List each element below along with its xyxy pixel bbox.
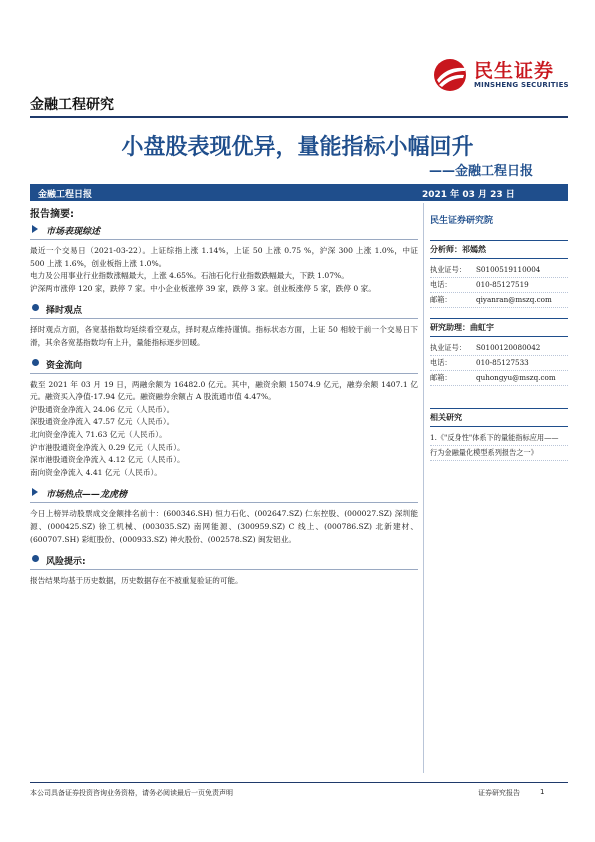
paragraph: 沪股通资金净流入 24.06 亿元（人民币）。 (30, 404, 175, 414)
paragraph: 今日上榜异动股票成交金额排名前十：(600346.SH) 恒力石化、(002647.SZ) 仁东控股、(000027.SZ) 深圳能源、(000425.SZ) 徐工机械、(003035.SZ) 南网能源、(300959.SZ) C 线上、(000786.SZ) 北新建材、(600707.SH) 彩虹股份、(000933.SZ) 神火股份、(002578.SZ) 闽发铝业。 (30, 509, 418, 544)
related-research-item[interactable]: 行为金融量化模型系列报告之一》 (430, 446, 568, 461)
section-heading-market: 市场表现综述 (30, 224, 418, 240)
paragraph: 深市港股通资金净流入 4.12 亿元（人民币）。 (30, 455, 185, 465)
paragraph: 择时观点方面，各宽基指数均延续看空观点，择时观点维持谨慎。指标状态方面，上证 50 相较于前一个交易日下滑，其余各宽基指数均有上升，量能指标逐步回暖。 (30, 325, 418, 347)
assistant-email-link[interactable]: quhongyu@mszq.com (476, 373, 556, 382)
brand-logo (432, 56, 572, 96)
report-info-bar (30, 184, 568, 201)
paragraph: 深股通资金净流入 47.57 亿元（人民币）。 (30, 417, 175, 427)
analyst-heading: 分析师：祁嫣然 (430, 240, 568, 259)
report-date: 2021 年 03 月 23 日 (422, 190, 515, 200)
institute-name: 民生证券研究院 (430, 216, 494, 226)
analyst-license-row: 执业证号： S0100519110004 (430, 263, 568, 278)
page-title: 小盘股表现优异，量能指标小幅回升 (121, 135, 474, 160)
paragraph: 最近一个交易日（2021-03-22）。上证综指上涨 1.14%，上证 50 上涨 0.75 %，沪深 300 上涨 1.0%，中证 500 上涨 1.6%，创业板指上涨 1.0%。 (30, 246, 418, 268)
triangle-bullet-icon (32, 225, 38, 233)
paragraph: 南向资金净流入 4.41 亿元（人民币）。 (30, 467, 162, 477)
paragraph: 沪深两市涨停 120 家，跌停 7 家。中小企业板涨停 39 家，跌停 3 家。创业板涨停 5 家，跌停 0 家。 (30, 283, 376, 293)
paragraph: 截至 2021 年 03 月 19 日，两融余额为 16482.0 亿元。其中，融资余额 15074.9 亿元，融券余额 1407.1 亿元。融资买入净值-17.94 亿元。融资融券余额占 A 股流通市值 4.47%。 (30, 379, 418, 402)
circle-bullet-icon (32, 555, 39, 562)
assistant-license-row: 执业证号： S0100120080042 (430, 341, 568, 356)
paragraph: 电力及公用事业行业指数涨幅最大，上涨 4.65%。石油石化行业指数跌幅最大，下跌 1.07%。 (30, 271, 349, 281)
summary-heading: 报告摘要: (30, 209, 74, 220)
section-heading-hotspot: 市场热点——龙虎榜 (30, 487, 418, 503)
report-type-label: 金融工程日报 (38, 190, 93, 200)
circle-bullet-icon (32, 304, 39, 311)
analyst-phone-row: 电话： 010-85127519 (430, 278, 568, 293)
footer-disclaimer: 本公司具备证券投资咨询业务资格，请务必阅读最后一页免责声明 (30, 789, 233, 797)
summary-column (30, 205, 418, 588)
paragraph: 报告结果均基于历史数据，历史数据存在不被重复验证的可能。 (30, 576, 243, 586)
minsheng-logo-icon (432, 58, 468, 92)
brand-name-en: MINSHENG SECURITIES (474, 81, 569, 89)
page-number: 1 (540, 788, 545, 796)
assistant-email-row: 邮箱： quhongyu@mszq.com (430, 371, 568, 386)
paragraph: 沪市港股通资金净流入 0.29 亿元（人民币）。 (30, 442, 185, 452)
section-heading-risk: 风险提示: (30, 554, 418, 570)
report-category: 金融工程研究 (30, 97, 114, 113)
circle-bullet-icon (32, 359, 39, 366)
section-heading-timing: 择时观点 (30, 303, 418, 319)
analyst-email-link[interactable]: qiyanran@mszq.com (476, 295, 552, 304)
brand-name-cn: 民生证券 (474, 60, 555, 82)
page-subtitle: ——金融工程日报 (428, 164, 533, 179)
section-heading-fund-flow: 资金流向 (30, 358, 418, 374)
analyst-email-row: 邮箱： qiyanran@mszq.com (430, 293, 568, 308)
related-research-item[interactable]: 1.《"反身性"体系下的量能指标应用—— (430, 431, 568, 446)
sidebar (430, 213, 568, 461)
header-divider (30, 116, 568, 118)
footer-report-type: 证券研究报告 (478, 789, 520, 797)
paragraph: 北向资金净流入 71.63 亿元（人民币）。 (30, 429, 167, 439)
triangle-bullet-icon (32, 488, 38, 496)
assistant-heading: 研究助理：曲虹宇 (430, 318, 568, 337)
footer-divider (30, 782, 568, 783)
related-research-heading: 相关研究 (430, 408, 568, 427)
column-divider (423, 203, 424, 773)
assistant-phone-row: 电话： 010-85127533 (430, 356, 568, 371)
